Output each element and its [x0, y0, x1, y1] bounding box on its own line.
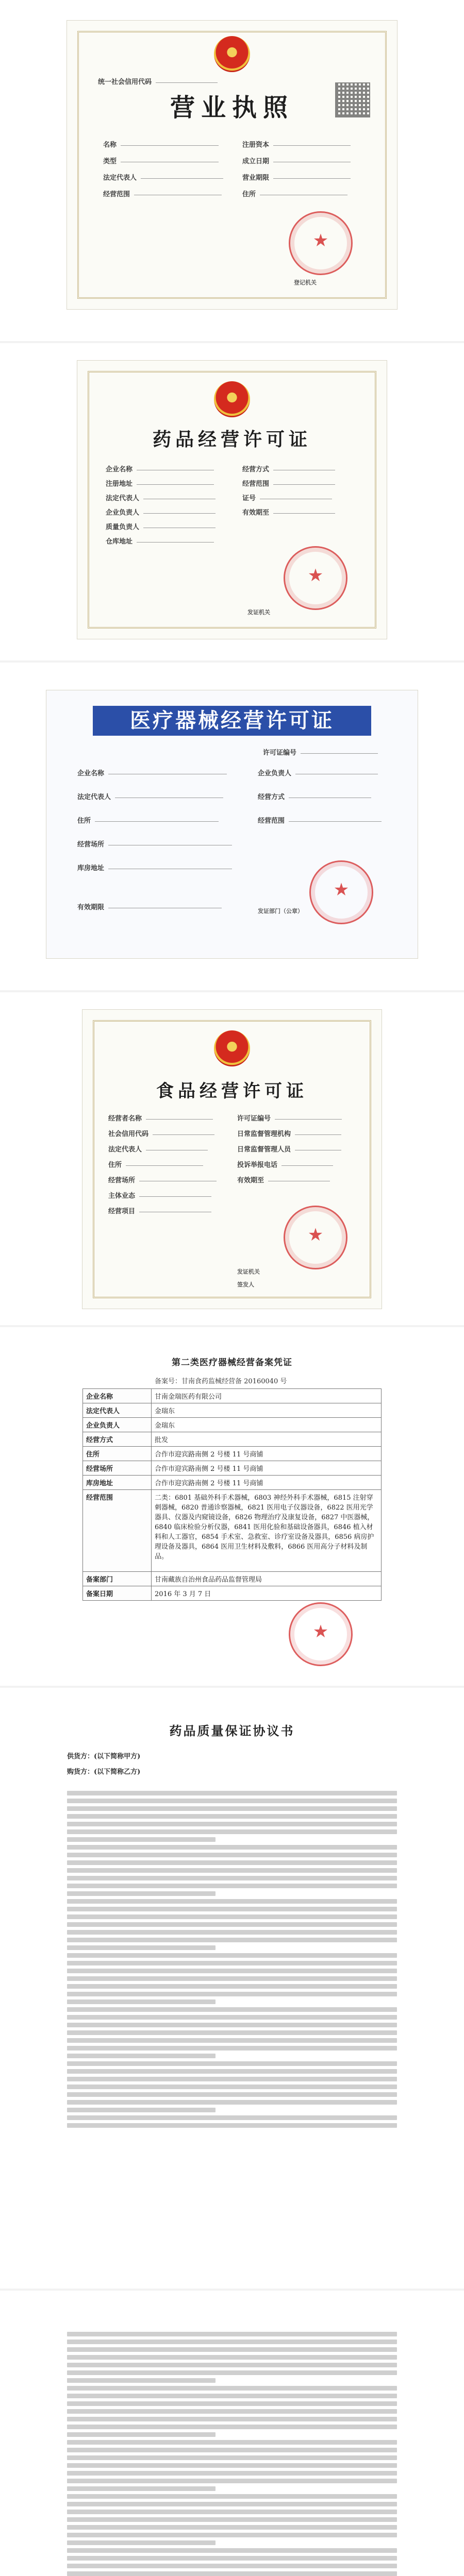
- national-emblem-icon: [214, 1030, 250, 1066]
- filing-field-value: 合作市迎宾路南侧 2 号楼 11 号商铺: [152, 1461, 382, 1476]
- national-emblem-icon: [214, 36, 250, 72]
- text-line: [67, 2347, 397, 2352]
- food-permit-page: [0, 999, 464, 1324]
- text-line: [67, 1829, 397, 1834]
- credit-code-label: 统一社会信用代码: [98, 78, 152, 86]
- text-line: [67, 1860, 397, 1865]
- text-line: [67, 2548, 397, 2553]
- drug-permit-title: 药品经营许可证: [152, 429, 311, 450]
- table-row: [83, 1418, 382, 1432]
- filing-number: 备案号：甘南食药监械经营备 20160040 号: [155, 1378, 287, 1385]
- filing-field-label: 经营范围: [83, 1490, 152, 1572]
- text-line: [67, 2123, 397, 2128]
- text-line: [67, 1984, 397, 1989]
- text-line: [67, 1922, 397, 1927]
- text-line: [67, 1969, 397, 1973]
- text-line: [67, 2069, 397, 2074]
- text-line: [67, 2525, 397, 2530]
- agreement-page-1: [0, 1695, 464, 2287]
- text-line: [67, 2007, 397, 2012]
- text-line: [67, 2455, 397, 2460]
- filing-field-label: 住所: [83, 1447, 152, 1461]
- text-line: [67, 2038, 397, 2043]
- text-line: [67, 2023, 397, 2027]
- text-line: [67, 1791, 397, 1795]
- filing-field-value: 批发: [152, 1432, 382, 1447]
- table-row: [83, 1432, 382, 1447]
- text-line: [67, 1853, 397, 1857]
- filing-title: 第二类医疗器械经营备案凭证: [172, 1358, 292, 1368]
- agreement-title: 药品质量保证协议书: [169, 1723, 295, 1738]
- official-seal-icon: [284, 1206, 347, 1269]
- food-permit: 食品经营许可证 经营者名称 社会信用代码 法定代表人 住所 经营场所 主体业态 经营项目 许可证编号 日常监督管理机构 日常监督管理人员 投诉举报电话 有效期至 ★ 发证机关 签发人: [82, 1010, 382, 1309]
- table-row: [83, 1586, 382, 1601]
- drug-permit-issuer: 发证机关: [247, 609, 270, 616]
- filing-field-value: 金瑞东: [152, 1418, 382, 1432]
- food-permit-signer: 签发人: [237, 1281, 254, 1288]
- text-line: [67, 2571, 397, 2576]
- table-row: [83, 1461, 382, 1476]
- text-line: [67, 2479, 397, 2483]
- party-b: 购货方：(以下简称乙方): [67, 1768, 141, 1776]
- text-line: [67, 2425, 397, 2429]
- filing-field-value: 合作市迎宾路南侧 2 号楼 11 号商铺: [152, 1447, 382, 1461]
- license-title: 营业执照: [170, 93, 294, 122]
- filing-field-value: 甘南金瑞医药有限公司: [152, 1389, 382, 1403]
- text-line: [67, 1845, 397, 1850]
- table-row: [83, 1447, 382, 1461]
- filing-field-label: 经营方式: [83, 1432, 152, 1447]
- food-permit-issuer: 发证机关: [237, 1268, 260, 1275]
- table-row: [83, 1572, 382, 1586]
- filing-field-label: 备案部门: [83, 1572, 152, 1586]
- text-line: [67, 2494, 397, 2499]
- text-line: [67, 1938, 397, 1942]
- filing-field-value: 二类：6801 基础外科手术器械，6803 神经外科手术器械，6815 注射穿刺器械，6820 普通诊察器械，6821 医用电子仪器设备，6822 医用光学器具、仪器及内窥镜设备，6826 物理治疗及康复设备，6827 中医器械，6840 临床检验分析仪器，6841 医用化验和基础设备器具，6846 植入材料和人工器官，6854 手术室、急救室、诊疗室设备及器具，6856 病房护理设备及器具，6864 医用卫生材料及敷料，6866 医用高分子材料及制品。: [152, 1490, 382, 1572]
- text-line: [67, 2401, 397, 2406]
- business-license: 统一社会信用代码 营业执照 名称 类型 法定代表人 经营范围 注册资本 成立日期 营业期限 住所 ★ 登记机关: [67, 21, 397, 309]
- filing-field-label: 经营场所: [83, 1461, 152, 1476]
- text-line: [67, 2363, 397, 2367]
- filing-certificate-page: [0, 1334, 464, 1685]
- table-row: [83, 1490, 382, 1572]
- text-line: [67, 2061, 397, 2066]
- text-line: [67, 2355, 397, 2360]
- text-line: [67, 2115, 397, 2120]
- text-line: [67, 2440, 397, 2445]
- text-line: [67, 1822, 397, 1826]
- text-line: [67, 1999, 216, 2004]
- text-line: [67, 2077, 397, 2081]
- text-line: [67, 1914, 397, 1919]
- device-permit-page: [0, 670, 464, 989]
- text-line: [67, 2564, 397, 2568]
- text-line: [67, 2092, 397, 2097]
- text-line: [67, 2417, 397, 2421]
- text-line: [67, 2556, 397, 2561]
- license-registration-authority: 登记机关: [294, 279, 317, 286]
- filing-field-label: 法定代表人: [83, 1403, 152, 1418]
- text-line: [67, 1884, 397, 1888]
- text-line: [67, 2100, 397, 2105]
- text-line: [67, 2510, 397, 2514]
- text-line: [67, 2015, 397, 2020]
- text-line: [67, 2340, 397, 2344]
- text-line: [67, 2448, 397, 2452]
- text-line: [67, 2332, 397, 2336]
- text-line: [67, 1899, 397, 1904]
- text-line: [67, 1799, 397, 1803]
- text-line: [67, 2030, 397, 2035]
- text-line: [67, 2386, 397, 2391]
- official-seal-icon: [284, 546, 347, 610]
- party-a: 供货方：(以下简称甲方): [67, 1753, 141, 1760]
- text-line: [67, 1945, 216, 1950]
- text-line: [67, 1837, 216, 1842]
- text-line: [67, 2370, 397, 2375]
- official-seal-icon: [289, 1602, 353, 1666]
- text-line: [67, 1976, 397, 1981]
- text-line: [67, 2432, 216, 2437]
- business-license-page: [0, 0, 464, 340]
- text-line: [67, 1814, 397, 1819]
- text-line: [67, 1907, 397, 1911]
- device-permit-title: 医疗器械经营许可证: [93, 706, 371, 736]
- filing-table: [82, 1388, 382, 1601]
- device-permit-issuer: 发证部门（公章）: [258, 908, 303, 914]
- text-line: [67, 1806, 397, 1811]
- text-line: [67, 2084, 397, 2089]
- text-line: [67, 2054, 216, 2058]
- agreement-body-1: [67, 1788, 397, 2130]
- text-line: [67, 2394, 397, 2398]
- text-line: [67, 1961, 397, 1965]
- official-seal-icon: [309, 860, 373, 924]
- drug-permit-page: [0, 350, 464, 659]
- text-line: [67, 1868, 397, 1873]
- agreement-page-2: [0, 2298, 464, 2576]
- table-row: [83, 1389, 382, 1403]
- filing-field-value: 甘南藏族自治州食品药品监督管理局: [152, 1572, 382, 1586]
- text-line: [67, 2409, 397, 2414]
- text-line: [67, 1992, 397, 1996]
- device-permit: 医疗器械经营许可证 许可证编号 企业名称 法定代表人 住所 经营场所 库房地址 企业负责人 经营方式 经营范围 有效期限 ★ 发证部门（公章）: [46, 690, 418, 958]
- filing-field-value: 2016 年 3 月 7 日: [152, 1586, 382, 1601]
- text-line: [67, 2108, 216, 2112]
- text-line: [67, 1876, 397, 1880]
- text-line: [67, 2046, 397, 2050]
- agreement-body-2: [67, 2329, 397, 2576]
- food-permit-title: 食品经营许可证: [156, 1081, 308, 1101]
- filing-field-value: 金瑞东: [152, 1403, 382, 1418]
- text-line: [67, 2502, 397, 2506]
- official-seal-icon: [289, 211, 353, 275]
- text-line: [67, 2533, 397, 2537]
- text-line: [67, 2463, 397, 2468]
- filing-field-label: 企业名称: [83, 1389, 152, 1403]
- drug-permit: 药品经营许可证 企业名称 注册地址 法定代表人 企业负责人 质量负责人 仓库地址 经营方式 经营范围 证号 有效期至 ★ 发证机关: [77, 361, 387, 639]
- text-line: [67, 1891, 216, 1896]
- text-line: [67, 1930, 397, 1935]
- national-emblem-icon: [214, 381, 250, 417]
- text-line: [67, 2540, 216, 2545]
- filing-field-value: 合作市迎宾路南侧 2 号楼 11 号商铺: [152, 1476, 382, 1490]
- filing-field-label: 库房地址: [83, 1476, 152, 1490]
- filing-field-label: 企业负责人: [83, 1418, 152, 1432]
- text-line: [67, 2517, 397, 2522]
- text-line: [67, 2378, 216, 2383]
- text-line: [67, 2486, 216, 2491]
- text-line: [67, 2471, 397, 2476]
- filing-field-label: 备案日期: [83, 1586, 152, 1601]
- text-line: [67, 1953, 397, 1958]
- table-row: [83, 1403, 382, 1418]
- table-row: [83, 1476, 382, 1490]
